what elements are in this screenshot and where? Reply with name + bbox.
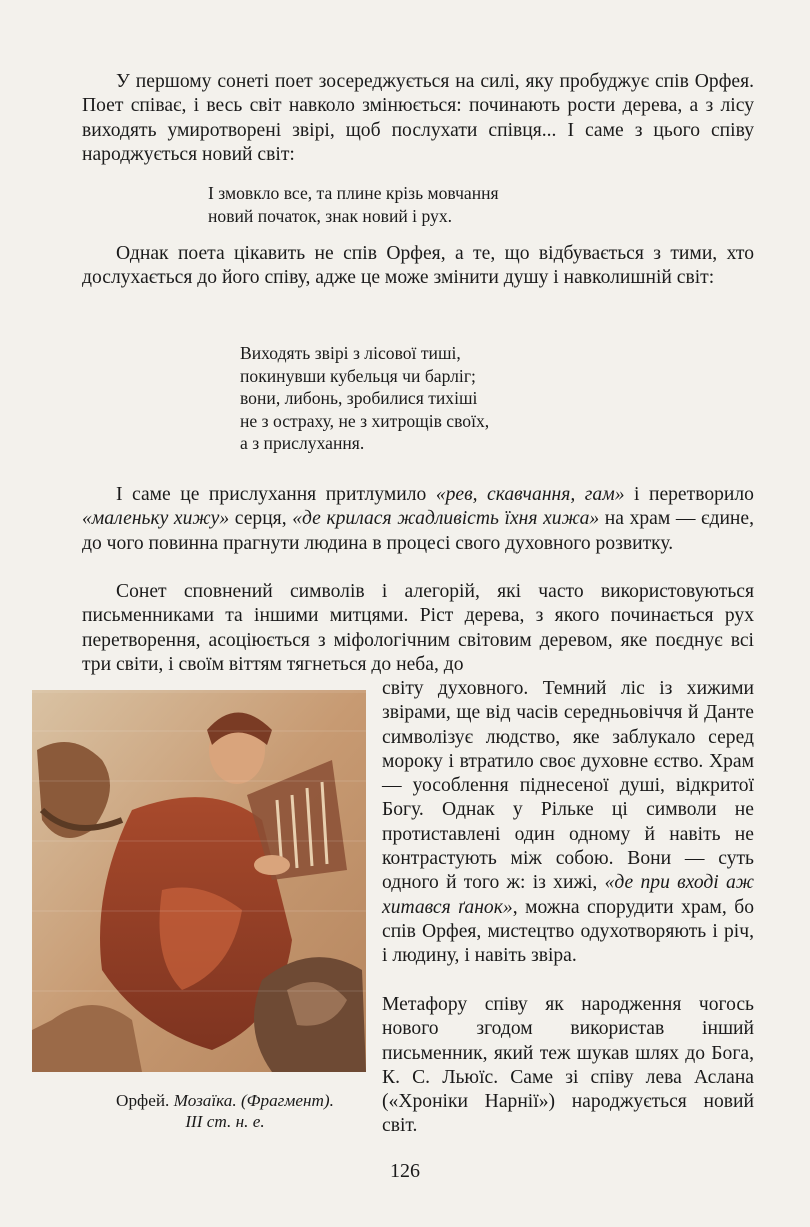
- orpheus-mosaic-image: [32, 690, 366, 1072]
- image-caption: Орфей. Мозаїка. (Фрагмент). III ст. н. е.: [116, 1091, 334, 1131]
- page-number: 126: [390, 1160, 420, 1182]
- verse-quote-1: [208, 182, 499, 227]
- verse-line: І змовкло все, та плине крізь мовчання: [208, 183, 499, 203]
- quote: «рев, скавчання, гам»: [435, 484, 625, 505]
- paragraph-5: Метафору співу як народження чогось нового згодом використав інший письменник, який теж шукав шлях до Бога, К. С. Льюїс. Саме зі співу лева Аслана («Хроніки Нарнії») народжується новий світ.: [382, 994, 754, 1137]
- verse-line: Виходять звірі з лісової тиші,: [240, 343, 461, 363]
- paragraph-4: Сонет сповнений символів і алегорій, які часто використовуються письменниками та іншими митцями. Ріст дерева, з якого починається рух перетворення, асоціюється з міфологічним світовим деревом, яке поєднує всі три світи, і своїм віттям тягнеться до неба, до: [82, 581, 754, 675]
- quote: «де при вході аж хитався ґанок»: [382, 872, 754, 918]
- paragraph-2: Однак поета цікавить не спів Орфея, а те, що відбувається з тими, хто дослухається до його співу, адже це може змінити душу і навколишній світ:: [82, 243, 754, 289]
- verse-line: новий початок, знак новий і рух.: [208, 205, 453, 226]
- quote: «маленьку хижу»: [82, 508, 230, 530]
- verse-quote-2: [240, 342, 489, 455]
- verse-line: а з прислухання.: [240, 433, 365, 454]
- paragraph-1: У першому сонеті поет зосереджується на силі, яку пробуджує спів Орфея. Поет співає, і весь світ навколо змінюється: починають рости дерева, а з лісу виходять умиротворені звірі, щоб послухати співця... І саме з цього співу народжується новий світ:: [82, 71, 754, 165]
- paragraph-3: І саме це прислухання притлумило «рев, скавчання, гам» і перетворило «маленьку хижу» серця, «де крилася жадливість їхня хижа» на храм — єдине, до чого повинна прагнути людина в процесі свого духовного розвитку.: [82, 484, 755, 554]
- verse-line: вони, либонь, зробилися тихіші: [240, 388, 478, 409]
- verse-line: не з остраху, не з хитрощів своїх,: [240, 410, 490, 431]
- verse-line: покинувши кубельця чи барліг;: [240, 365, 476, 386]
- quote: «де крилася жадливість їхня хижа»: [292, 508, 600, 530]
- paragraph-4-continued: світу духовного. Темний ліс із хижими звірами, ще від часів середньовіччя й Данте символізує людство, яке заблукало серед мороку і втратило своє духовне єство. Храм — уособлення піднесеної душі, відкритої Богу. Однак у Рільке ці символи не протиставлені один одному й навіть не контрастують між собою. Вони — суть одного й того ж: із хижі, «де при вході аж хитався ґанок», можна спорудити храм, бо спів Орфея, мистецтво одухотворяють і річ, і людину, і навіть звіра.: [382, 678, 755, 967]
